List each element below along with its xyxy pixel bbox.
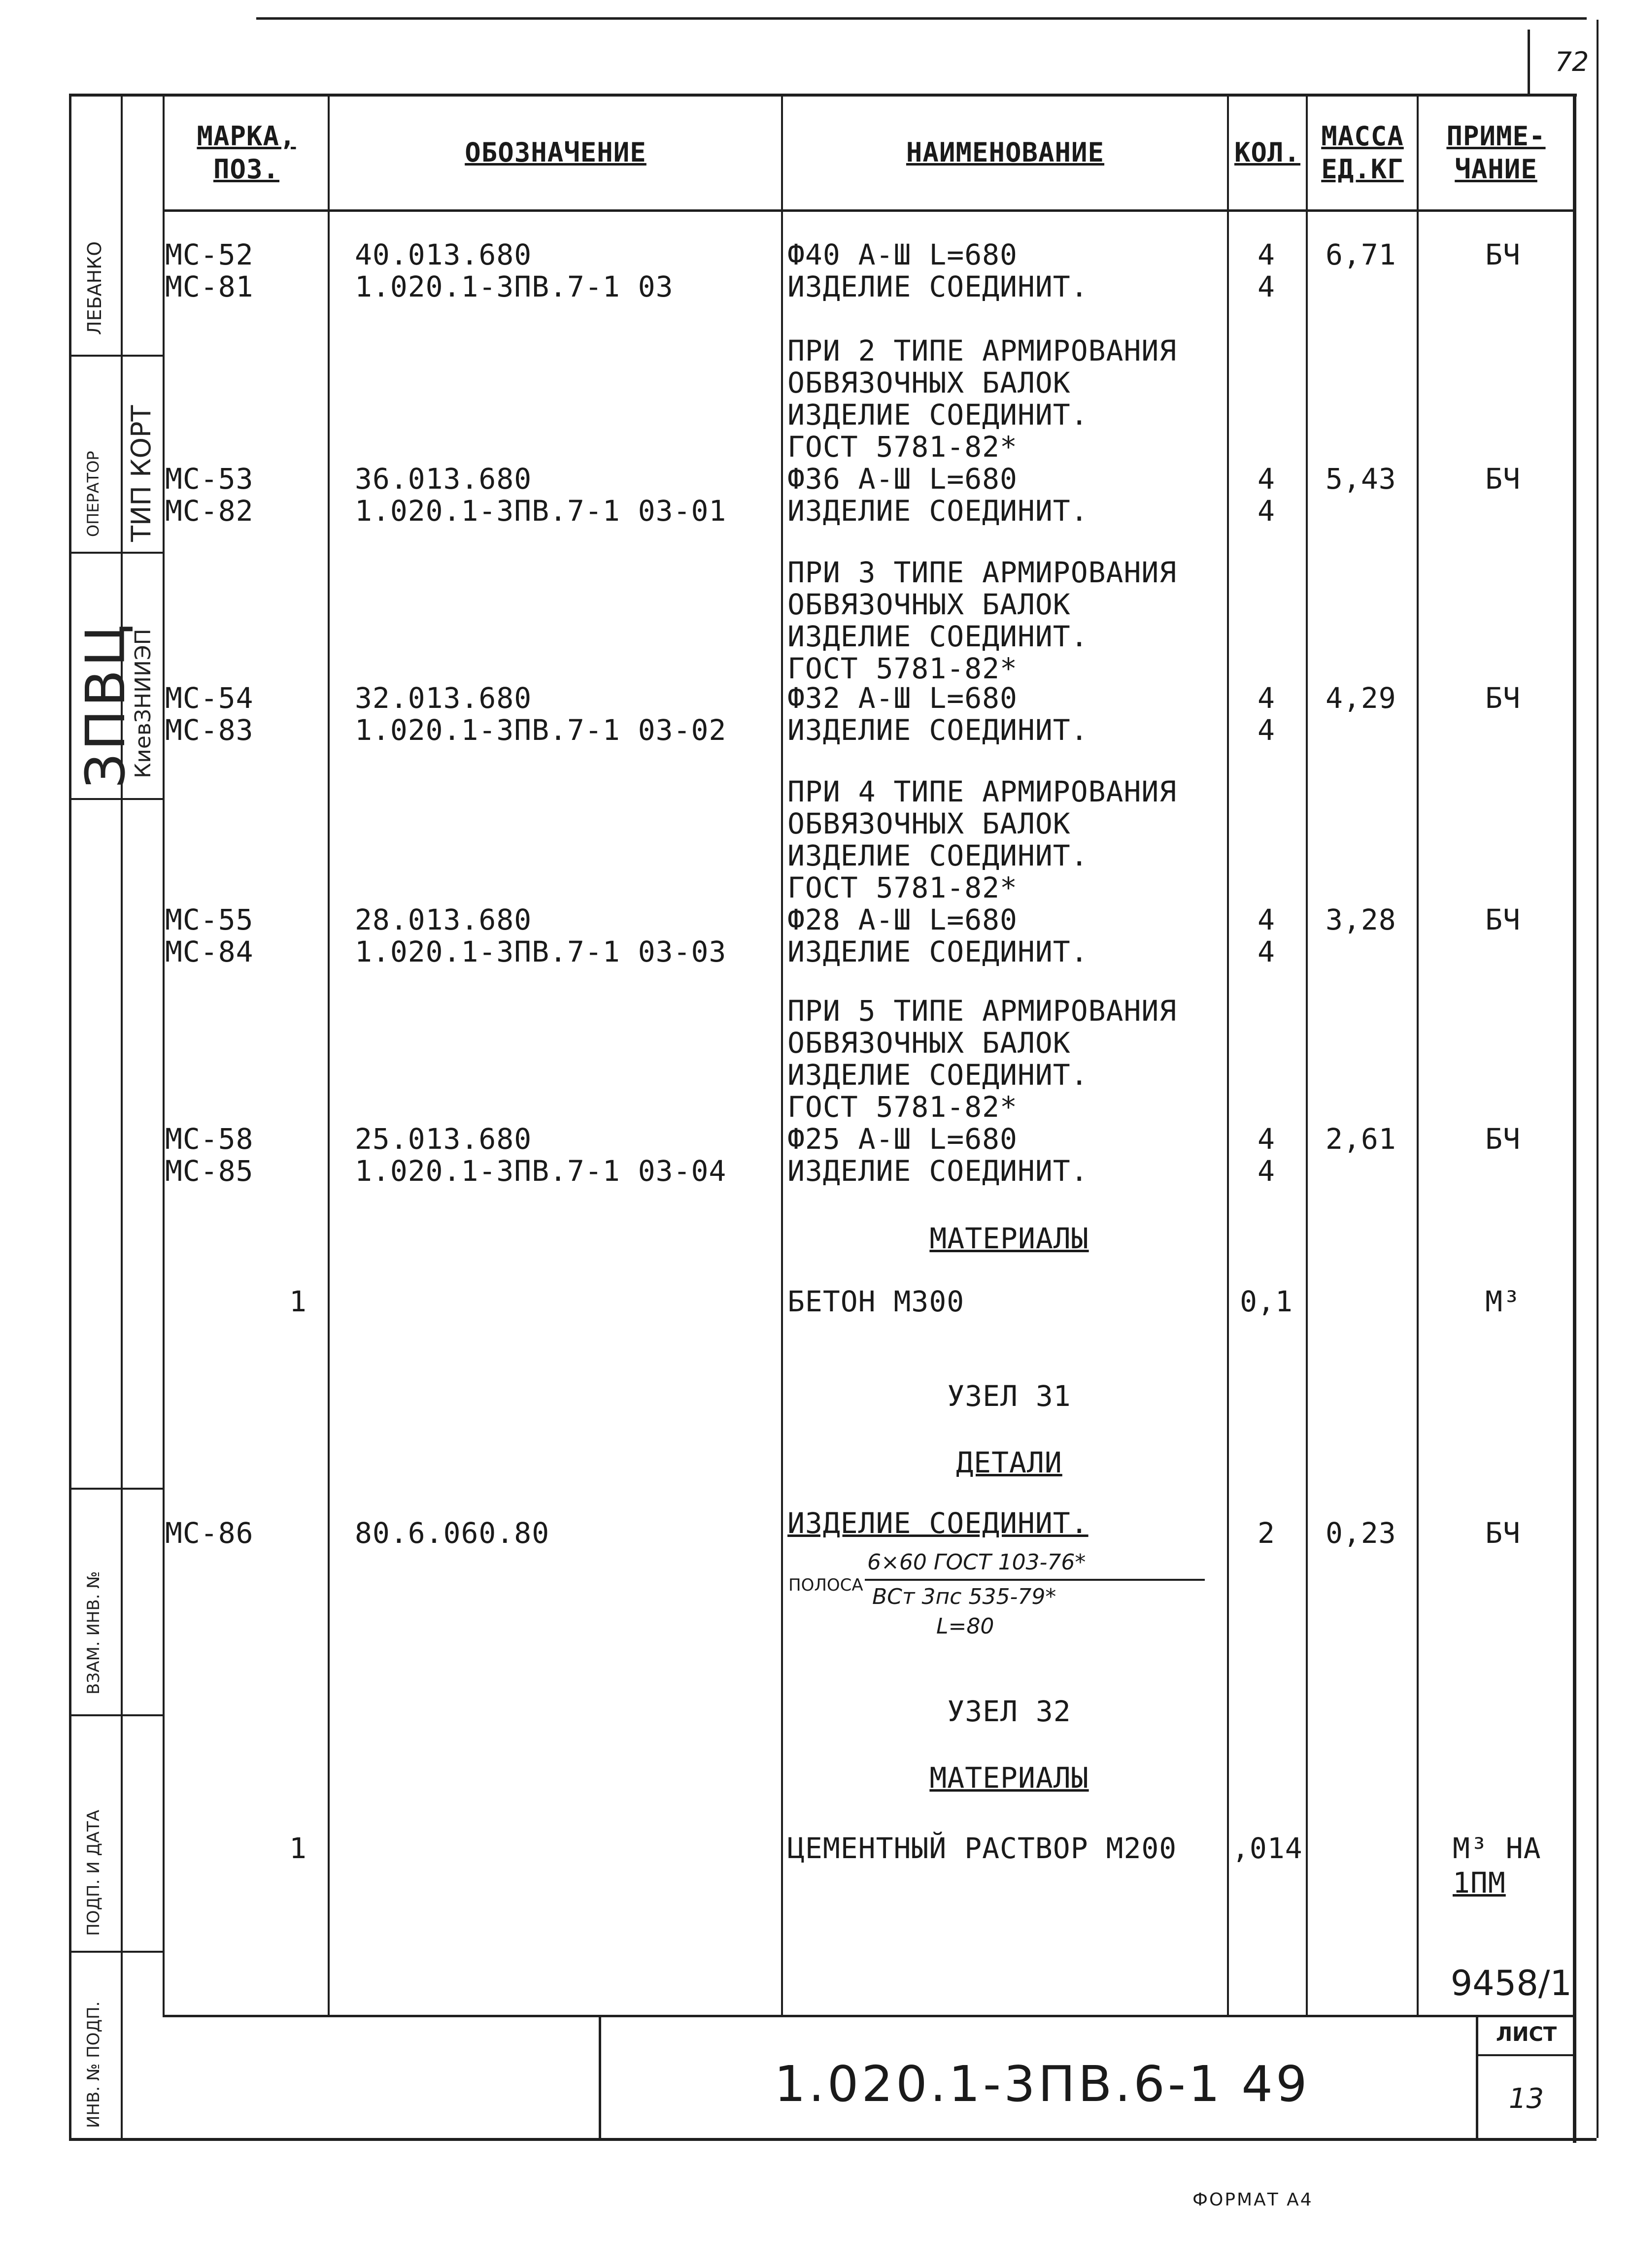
header-mass-line2: ЕД.КГ	[1321, 154, 1404, 185]
stamp-sep	[69, 798, 163, 800]
sheet-page-number: 13	[1508, 2082, 1544, 2115]
row-designation: 36.013.680 1.020.1-3ПВ.7-1 03-01	[355, 462, 727, 528]
material-qty: 0,1	[1240, 1285, 1293, 1318]
stamp-inner-line	[121, 94, 123, 2138]
node31-qty: 2	[1258, 1516, 1275, 1550]
material-pos: 1	[289, 1285, 307, 1318]
header-mass-line1: МАССА	[1321, 120, 1404, 152]
row-name: Ф36 А-Ш L=680 ИЗДЕЛИЕ СОЕДИНИТ.	[787, 462, 1089, 528]
header-qty: КОЛ.	[1234, 137, 1301, 168]
document-code: 1.020.1-3ПВ.6-1 49	[774, 2055, 1310, 2113]
row-condition: ПРИ 4 ТИПЕ АРМИРОВАНИЯ ОБВЯЗОЧНЫХ БАЛОК ИЗДЕЛИЕ СОЕДИНИТ. ГОСТ 5781-82*	[787, 775, 1177, 904]
header-mass	[1308, 96, 1417, 209]
header-pos-line2: ПОЗ.	[213, 154, 280, 185]
node32-qty: ,014	[1232, 1832, 1303, 1865]
stamp-org-big: ЗПВЦ	[74, 621, 137, 788]
header-pos-line1: МАРКА,	[197, 120, 296, 152]
stamp-sep	[69, 1951, 163, 1953]
node32-note-line1: М³ НА	[1453, 1832, 1541, 1865]
node32-note-line2: 1ПМ	[1453, 1866, 1506, 1900]
col-line-designation	[328, 94, 330, 2015]
node31-fraction-top: 6×60 ГОСТ 103-76*	[867, 1550, 1086, 1575]
stamp-sep	[69, 552, 163, 554]
node32-pos: 1	[289, 1832, 307, 1865]
node31-pos: МС-86	[165, 1516, 254, 1550]
materials-heading: МАТЕРИАЛЫ	[929, 1222, 1089, 1255]
row-name: Ф28 А-Ш L=680 ИЗДЕЛИЕ СОЕДИНИТ.	[787, 903, 1089, 968]
row-name: Ф25 А-Ш L=680 ИЗДЕЛИЕ СОЕДИНИТ.	[787, 1122, 1089, 1188]
node31-fraction-bottom: ВСт 3пс 535-79*	[872, 1584, 1056, 1609]
node32-subheading: МАТЕРИАЛЫ	[929, 1761, 1089, 1795]
row-designation: 32.013.680 1.020.1-3ПВ.7-1 03-02	[355, 681, 727, 747]
stamp-sep	[69, 1714, 163, 1716]
row-note: БЧ	[1485, 1122, 1521, 1156]
row-pos: МС-54 МС-83	[165, 681, 254, 747]
node31-subheading: ДЕТАЛИ	[956, 1446, 1062, 1479]
row-pos: МС-58 МС-85	[165, 1122, 254, 1188]
stamp-sep	[69, 1488, 163, 1490]
node31-designation: 80.6.060.80	[355, 1516, 550, 1550]
node31-name: ИЗДЕЛИЕ СОЕДИНИТ.	[787, 1506, 1089, 1540]
frame-outer-right	[1597, 20, 1599, 2138]
sheet-number: 72	[1555, 46, 1589, 77]
sheet-label: ЛИСТ	[1496, 2023, 1557, 2046]
row-pos: МС-53 МС-82	[165, 462, 254, 528]
header-note-line2: ЧАНИЕ	[1455, 154, 1537, 185]
title-block-list-line	[1476, 2054, 1574, 2056]
frame-left-edge	[69, 94, 71, 2138]
title-block-top	[163, 2015, 1574, 2017]
stamp-sign-date: ПОДП. И ДАТА	[84, 1809, 103, 1936]
row-name: Ф32 А-Ш L=680 ИЗДЕЛИЕ СОЕДИНИТ.	[787, 681, 1089, 747]
node31-heading: УЗЕЛ 31	[947, 1379, 1071, 1413]
row-mass: 5,43	[1326, 462, 1396, 496]
stamp-sep	[69, 355, 163, 357]
frame-right-edge	[1573, 94, 1576, 2143]
sheet-number-box-left	[1528, 30, 1530, 94]
header-note	[1419, 96, 1573, 209]
row-note: БЧ	[1485, 238, 1521, 271]
stamp-inv-number: ИНВ. № ПОДП.	[84, 2001, 103, 2128]
node31-note: БЧ	[1485, 1516, 1521, 1550]
col-line-pos	[163, 94, 165, 2015]
header-designation: ОБОЗНАЧЕНИЕ	[465, 137, 646, 168]
material-unit: М³	[1485, 1285, 1521, 1318]
row-condition: ПРИ 3 ТИПЕ АРМИРОВАНИЯ ОБВЯЗОЧНЫХ БАЛОК ИЗДЕЛИЕ СОЕДИНИТ. ГОСТ 5781-82*	[787, 556, 1177, 685]
row-condition: ПРИ 5 ТИПЕ АРМИРОВАНИЯ ОБВЯЗОЧНЫХ БАЛОК ИЗДЕЛИЕ СОЕДИНИТ. ГОСТ 5781-82*	[787, 994, 1177, 1124]
row-qty: 4 4	[1258, 238, 1275, 303]
stamp-swap-inv: ВЗАМ. ИНВ. №	[84, 1571, 103, 1695]
col-line-name	[781, 94, 783, 2015]
row-pos: МС-55 МС-84	[165, 903, 254, 968]
node31-mass: 0,23	[1326, 1516, 1396, 1550]
row-mass: 3,28	[1326, 903, 1396, 936]
row-mass: 6,71	[1326, 238, 1396, 271]
node31-fraction-bar	[865, 1579, 1205, 1581]
col-line-mass	[1306, 94, 1308, 2015]
frame-top-line	[256, 17, 1587, 20]
row-qty: 4 4	[1258, 903, 1275, 968]
row-pos: МС-52 МС-81	[165, 238, 254, 303]
row-qty: 4 4	[1258, 1122, 1275, 1188]
node31-fraction-length: L=80	[936, 1614, 994, 1639]
row-designation: 28.013.680 1.020.1-3ПВ.7-1 03-03	[355, 903, 727, 968]
stamp-approver: ОПЕРАТОР	[84, 451, 102, 537]
row-note: БЧ	[1485, 681, 1521, 715]
frame-bottom-line	[69, 2138, 1597, 2141]
row-mass: 2,61	[1326, 1122, 1396, 1156]
row-qty: 4 4	[1258, 462, 1275, 528]
col-line-note	[1417, 94, 1419, 2015]
row-note: БЧ	[1485, 462, 1521, 496]
reference-number: 9458/1	[1450, 1963, 1572, 2003]
header-note-line1: ПРИМЕ-	[1446, 120, 1546, 152]
header-bottom-line	[163, 209, 1574, 212]
row-qty: 4 4	[1258, 681, 1275, 747]
row-mass: 4,29	[1326, 681, 1396, 715]
stamp-signer: ЛЕБАНКО	[84, 241, 105, 335]
material-name: БЕТОН М300	[787, 1285, 965, 1318]
row-condition: ПРИ 2 ТИПЕ АРМИРОВАНИЯ ОБВЯЗОЧНЫХ БАЛОК ИЗДЕЛИЕ СОЕДИНИТ. ГОСТ 5781-82*	[787, 334, 1177, 464]
row-note: БЧ	[1485, 903, 1521, 936]
stamp-org-sub: КиевЗНИИЭП	[131, 629, 156, 778]
row-designation: 40.013.680 1.020.1-3ПВ.7-1 03	[355, 238, 674, 303]
row-name: Ф40 А-Ш L=680 ИЗДЕЛИЕ СОЕДИНИТ.	[787, 238, 1089, 303]
node31-strip-label: ПОЛОСА	[788, 1575, 863, 1595]
stamp-dept: ТИП КОРТ	[126, 405, 157, 542]
header-name: НАИМЕНОВАНИЕ	[906, 137, 1105, 168]
node32-heading: УЗЕЛ 32	[947, 1695, 1071, 1728]
row-designation: 25.013.680 1.020.1-3ПВ.7-1 03-04	[355, 1122, 727, 1188]
node32-name: ЦЕМЕНТНЫЙ РАСТВОР М200	[787, 1832, 1177, 1865]
header-pos	[165, 96, 328, 209]
format-label: ФОРМАТ А4	[1192, 2190, 1313, 2210]
